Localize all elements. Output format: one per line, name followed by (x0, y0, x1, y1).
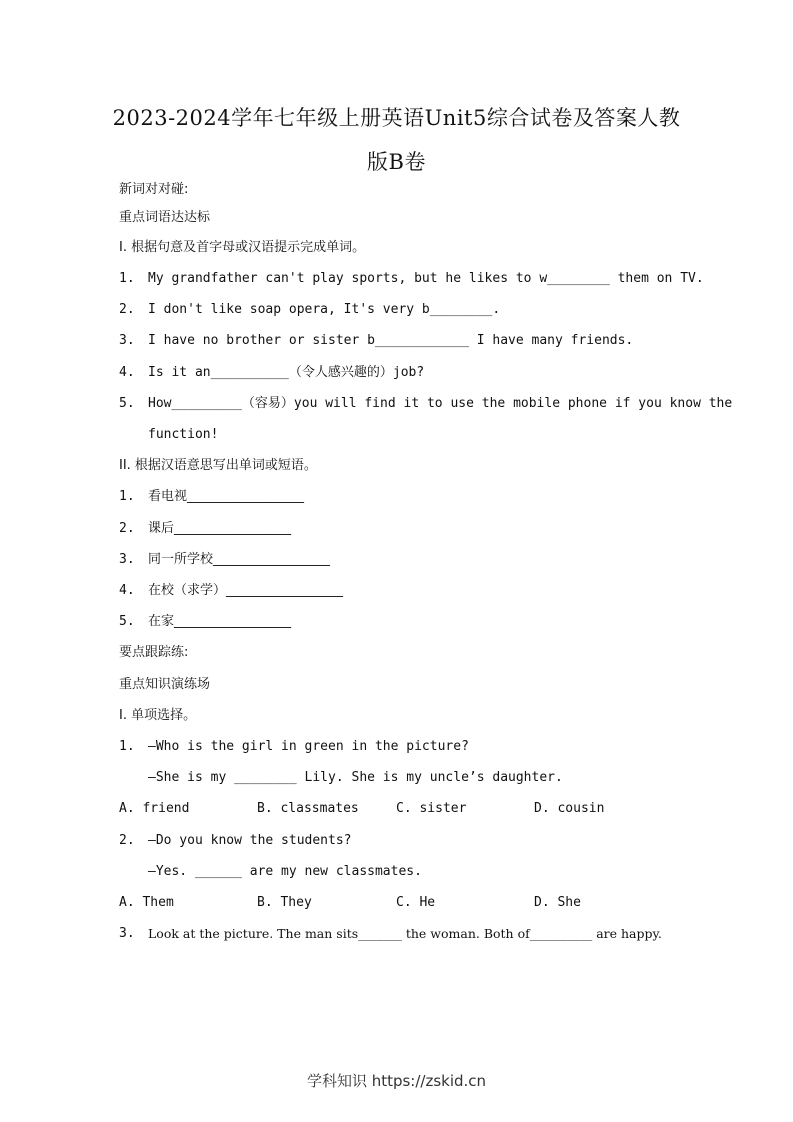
item-number: 2. (119, 302, 135, 317)
option-d: D. She (534, 895, 581, 910)
footer-watermark: 学科知识 https://zskid.cn (306, 1072, 487, 1090)
question-line: —She is my ________ Lily. She is my uncle’s daughter. (148, 770, 563, 785)
item-number: 5. (119, 614, 135, 629)
item-number: 2. (119, 521, 135, 536)
section-heading-key-points: 要点跟踪练: (119, 645, 189, 660)
option-d: D. cousin (534, 801, 605, 816)
phrase-item: 在校（求学）__________________ (148, 583, 344, 598)
question-line: —Yes. ______ are my new classmates. (148, 864, 422, 879)
option-c: C. sister (396, 801, 467, 816)
item-number: 1. (119, 489, 135, 504)
item-number: 2. (119, 833, 135, 848)
question-line: —Do you know the students? (148, 833, 352, 848)
item-number: 1. (119, 271, 135, 286)
section-subheading-practice: 重点知识演练场 (119, 677, 211, 692)
part-heading-write-phrases: II. 根据汉语意思写出单词或短语。 (119, 458, 317, 473)
option-b: B. They (257, 895, 312, 910)
item-number: 4. (119, 365, 135, 380)
fill-blank-item: My grandfather can't play sports, but he likes to w________ them on TV. (148, 271, 704, 286)
title-line-1: 2023-2024学年七年级上册英语Unit5综合试卷及答案人教 (112, 106, 681, 130)
phrase-item: 同一所学校__________________ (148, 552, 331, 567)
section-heading-new-words: 新词对对碰: (119, 182, 189, 197)
item-number: 4. (119, 583, 135, 598)
fill-blank-item: I don't like soap opera, It's very b________. (148, 302, 501, 317)
title-line-2: 版B卷 (367, 150, 426, 174)
item-number: 3. (119, 926, 135, 941)
option-b: B. classmates (257, 801, 359, 816)
part-heading-complete-words: I. 根据句意及首字母或汉语提示完成单词。 (119, 240, 366, 255)
item-number: 3. (119, 333, 135, 348)
question-line: —Who is the girl in green in the picture? (148, 739, 469, 754)
fill-blank-item-continuation: function! (148, 427, 219, 442)
phrase-item: 课后__________________ (148, 521, 292, 536)
part-heading-multiple-choice: I. 单项选择。 (119, 708, 197, 723)
question-line: Look at the picture. The man sits_______ the woman. Both of__________ are happy. (148, 926, 662, 941)
item-number: 5. (119, 396, 135, 411)
fill-blank-item: Is it an__________（令人感兴趣的）job? (148, 365, 425, 380)
option-a: A. friend (119, 801, 190, 816)
item-number: 3. (119, 552, 135, 567)
option-c: C. He (396, 895, 436, 910)
fill-blank-item: How_________（容易）you will find it to use the mobile phone if you know the (148, 396, 733, 411)
item-number: 1. (119, 739, 135, 754)
option-a: A. Them (119, 895, 174, 910)
phrase-item: 在家__________________ (148, 614, 292, 629)
section-subheading-key-words: 重点词语达达标 (119, 210, 211, 225)
phrase-item: 看电视__________________ (148, 489, 305, 504)
fill-blank-item: I have no brother or sister b____________ I have many friends. (148, 333, 634, 348)
